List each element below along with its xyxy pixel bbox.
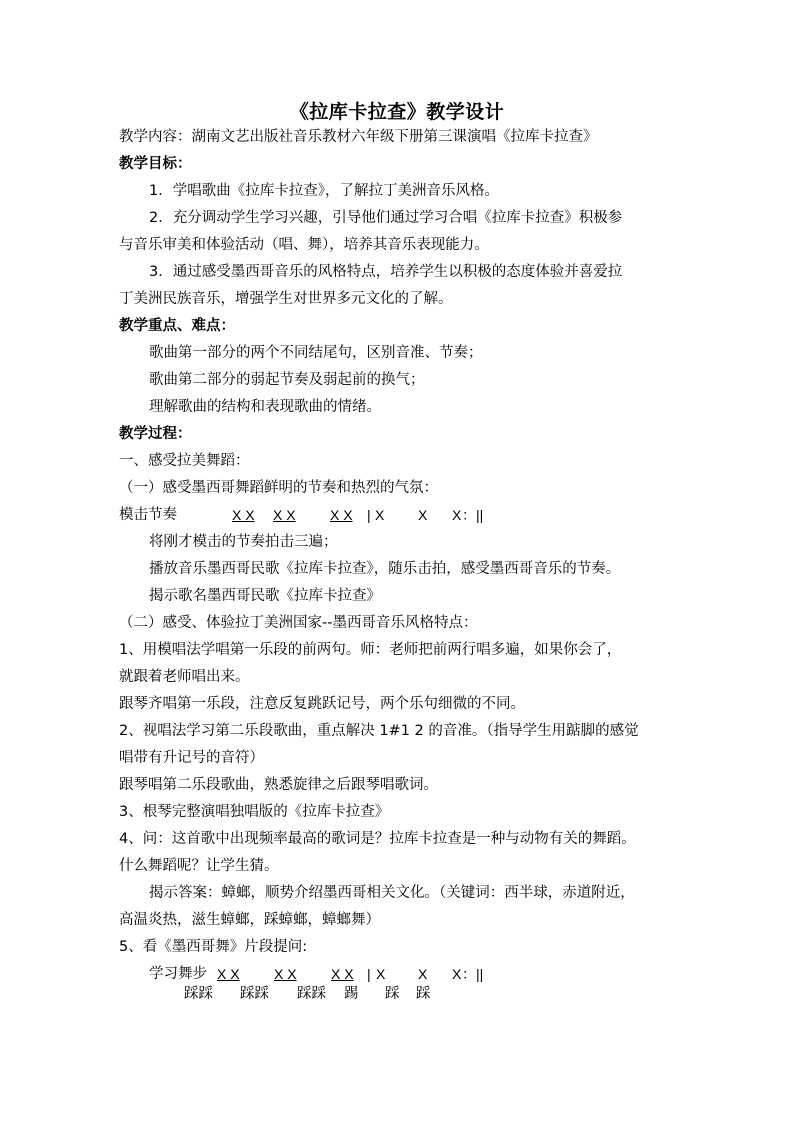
- step-4-line-4: 高温炎热，滋生蟑螂，踩蟑螂，蟑螂舞）: [119, 912, 380, 928]
- rhythm-beat: X: [452, 507, 462, 523]
- goal-3-line-1: 3．通过感受墨西哥音乐的风格特点，培养学生以积极的态度体验并喜爱拉: [149, 264, 623, 280]
- paragraph: 播放音乐墨西哥民歌《拉库卡拉查》，随乐击拍，感受墨西哥音乐的节奏。: [149, 561, 621, 577]
- rhythm-beat: X: [452, 966, 462, 982]
- step-1-line-1: 1、用模唱法学唱第一乐段的前两句。师：老师把前两行唱多遍，如果你会了，: [119, 642, 622, 658]
- rhythm-barline: |: [367, 966, 371, 982]
- goal-2-line-1: 2．充分调动学生学习兴趣，引导他们通过学习合唱《拉库卡拉查》积极参: [149, 210, 623, 226]
- step-4-line-2: 什么舞蹈呢？让学生猜。: [119, 858, 279, 874]
- document-title: 《拉库卡拉查》教学设计: [289, 101, 505, 123]
- rhythm-notation-1: [0, 505, 794, 525]
- step-5: 5、看《墨西哥舞》片段提问:: [119, 939, 308, 955]
- rhythm-beat: X: [418, 966, 428, 982]
- dance-steps-row: [0, 984, 794, 1004]
- step-2-line-2: 唱带有升记号的音符）: [119, 750, 264, 766]
- imitate-rhythm-label: 模击节奏: [119, 507, 177, 523]
- rhythm-beat: X X: [217, 966, 240, 982]
- key-point-2: 歌曲第二部分的弱起节奏及弱起前的换气；: [149, 372, 425, 388]
- dance-step: 踩: [416, 986, 431, 1002]
- step-1-line-2: 就跟着老师唱出来。: [119, 669, 250, 685]
- step-4-line-1: 4、问：这首歌中出现频率最高的歌词是？拉库卡拉查是一种与动物有关的舞蹈。: [119, 831, 636, 847]
- rhythm-beat: X: [418, 507, 428, 523]
- key-point-1: 歌曲第一部分的两个不同结尾句，区别音准、节奏；: [149, 345, 483, 361]
- process-heading: 教学过程：: [119, 426, 192, 442]
- goal-3-line-2: 丁美洲民族音乐，增强学生对世界多元文化的了解。: [119, 291, 453, 307]
- step-4-line-3: 揭示答案：蟑螂，顺势介绍墨西哥相关文化。（关键词：西半球，赤道附近，: [149, 885, 635, 901]
- step-2-line-1: 2、视唱法学习第二乐段歌曲，重点解决 1#1 2 的音准。（指导学生用踮脚的感觉: [119, 723, 639, 739]
- goals-heading: 教学目标：: [119, 156, 192, 172]
- rhythm-beat: X X: [274, 966, 297, 982]
- repeat-end-sign: ：||: [462, 966, 484, 982]
- step-2-line-3: 跟琴唱第二乐段歌曲，熟悉旋律之后跟琴唱歌词。: [119, 777, 438, 793]
- key-points-heading: 教学重点、难点：: [119, 318, 235, 334]
- rhythm-beat: X: [375, 507, 385, 523]
- goal-2-line-2: 与音乐审美和体验活动（唱、舞），培养其音乐表现能力。: [119, 237, 489, 253]
- dance-step: 踩踩: [297, 986, 326, 1002]
- section-1a-heading: （一）感受墨西哥舞蹈鲜明的节奏和热烈的气氛：: [119, 480, 438, 496]
- paragraph: 将刚才模击的节奏拍击三遍；: [149, 534, 338, 550]
- dance-step: 踩踩: [240, 986, 269, 1002]
- rhythm-beat: X X: [232, 507, 255, 523]
- rhythm-beat: X X: [330, 507, 353, 523]
- step-3: 3、根琴完整演唱独唱版的《拉库卡拉查》: [119, 804, 390, 820]
- rhythm-beat: X X: [273, 507, 296, 523]
- learn-steps-label: 学习舞步: [149, 966, 207, 982]
- paragraph: 揭示歌名墨西哥民歌《拉库卡拉查》: [149, 588, 381, 604]
- goal-1: 1．学唱歌曲《拉库卡拉查》，了解拉丁美洲音乐风格。: [149, 183, 499, 199]
- teaching-content: 教学内容：湖南文艺出版社音乐教材六年级下册第三课演唱《拉库卡拉查》: [119, 129, 598, 145]
- dance-step: 踩: [385, 986, 400, 1002]
- step-1-line-3: 跟琴齐唱第一乐段，注意反复跳跃记号，两个乐句细微的不同。: [119, 696, 525, 712]
- rhythm-notation-2: [0, 964, 794, 984]
- rhythm-barline: |: [367, 507, 371, 523]
- key-point-3: 理解歌曲的结构和表现歌曲的情绪。: [149, 399, 381, 415]
- dance-step: 踩踩: [184, 986, 213, 1002]
- dance-step: 踢: [344, 986, 359, 1002]
- section-1b-heading: （二）感受、体验拉丁美洲国家--墨西哥音乐风格特点：: [119, 615, 478, 631]
- rhythm-beat: X X: [331, 966, 354, 982]
- rhythm-beat: X: [376, 966, 386, 982]
- section-1-heading: 一、感受拉美舞蹈：: [119, 453, 250, 469]
- repeat-end-sign: ：||: [462, 507, 484, 523]
